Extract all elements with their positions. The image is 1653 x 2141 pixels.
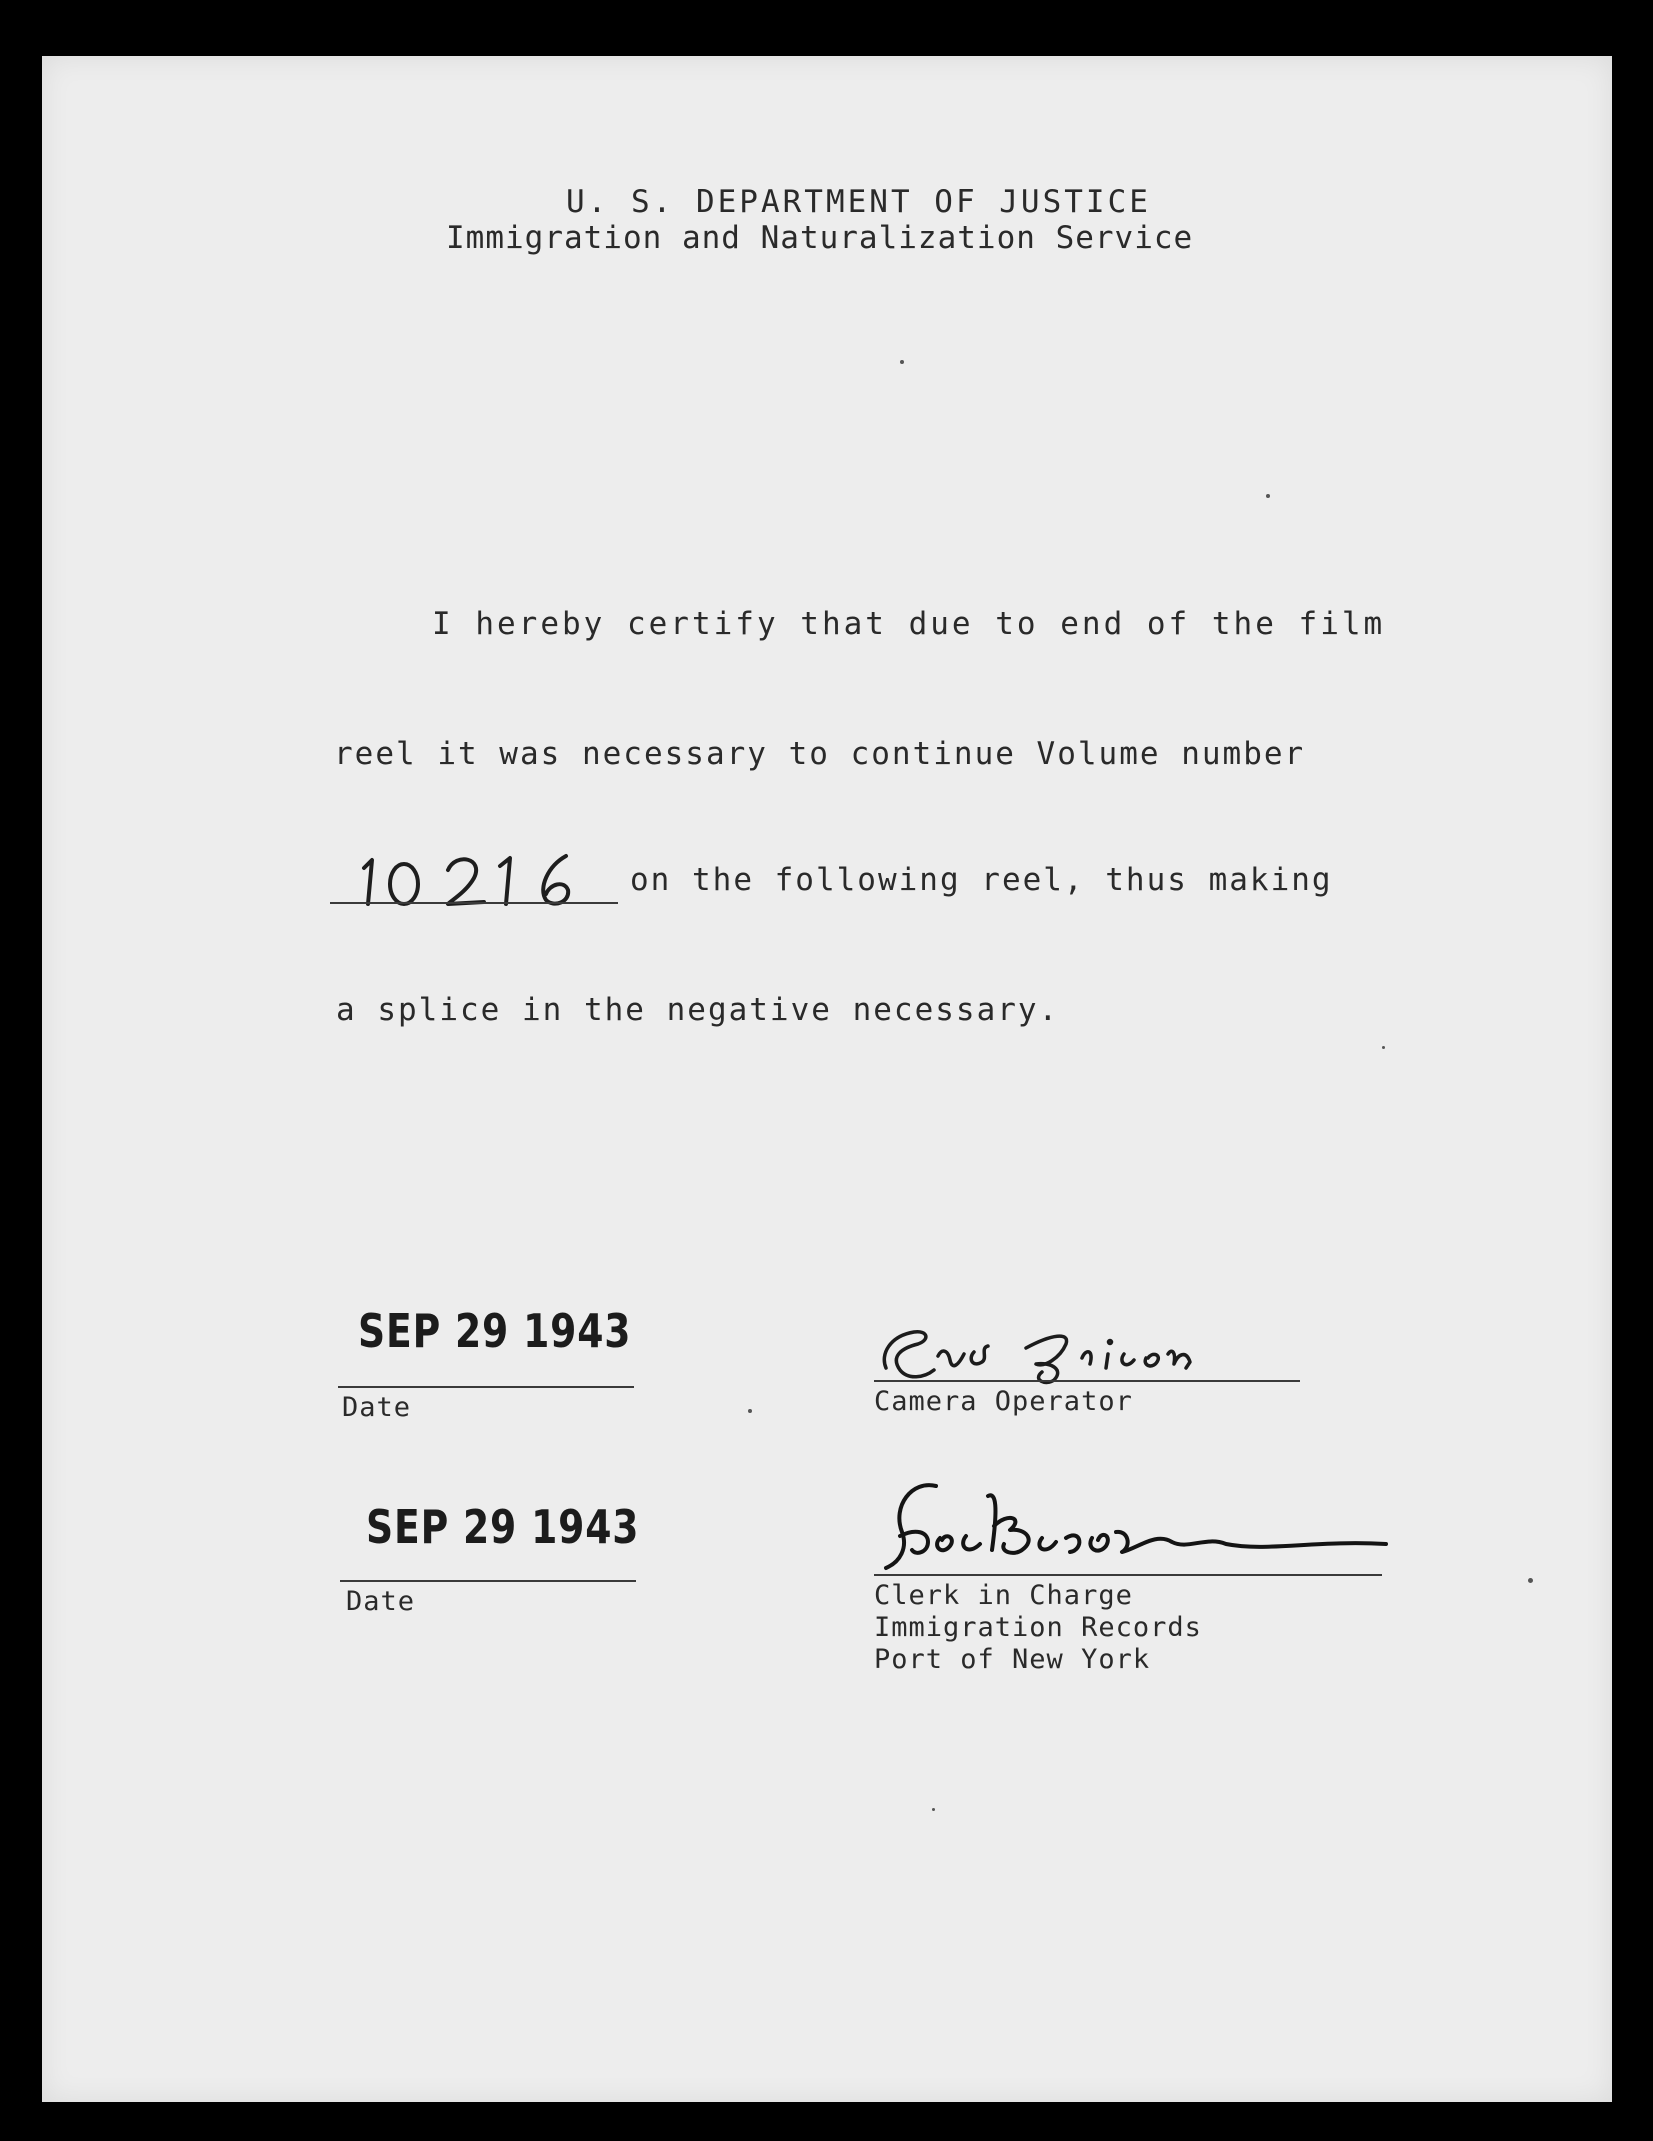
clerk-department: Immigration Records [874,1612,1202,1643]
header-service: Immigration and Naturalization Service [446,220,1194,256]
handwritten-volume-number [352,846,612,910]
paper-speck [748,1409,752,1413]
certify-line-2: reel it was necessary to continue Volume number [334,736,1306,772]
date-line-2 [340,1580,636,1582]
camera-operator-signature [876,1318,1306,1388]
camera-operator-label: Camera Operator [874,1386,1133,1417]
clerk-line [874,1574,1382,1576]
date-label-1: Date [342,1392,412,1423]
clerk-title: Clerk in Charge [874,1580,1133,1611]
date-label-2: Date [346,1586,416,1617]
document-page [42,56,1612,2102]
paper-speck [1528,1578,1533,1583]
certify-line-1: I hereby certify that due to end of the film [432,606,1386,642]
certify-line-3: on the following reel, thus making [630,862,1333,898]
camera-operator-line [874,1380,1300,1382]
clerk-signature [876,1466,1396,1576]
date-line-1 [338,1386,634,1388]
clerk-location: Port of New York [874,1644,1151,1675]
volume-number-underline [330,902,618,904]
date-stamp-2: SEP 29 1943 [366,1500,640,1554]
header-department: U. S. DEPARTMENT OF JUSTICE [566,184,1151,220]
certify-line-4: a splice in the negative necessary. [336,992,1060,1028]
date-stamp-1: SEP 29 1943 [358,1304,632,1358]
paper-speck [932,1808,935,1811]
paper-speck [1266,494,1270,498]
paper-speck [900,360,904,364]
paper-speck [1382,1046,1385,1049]
